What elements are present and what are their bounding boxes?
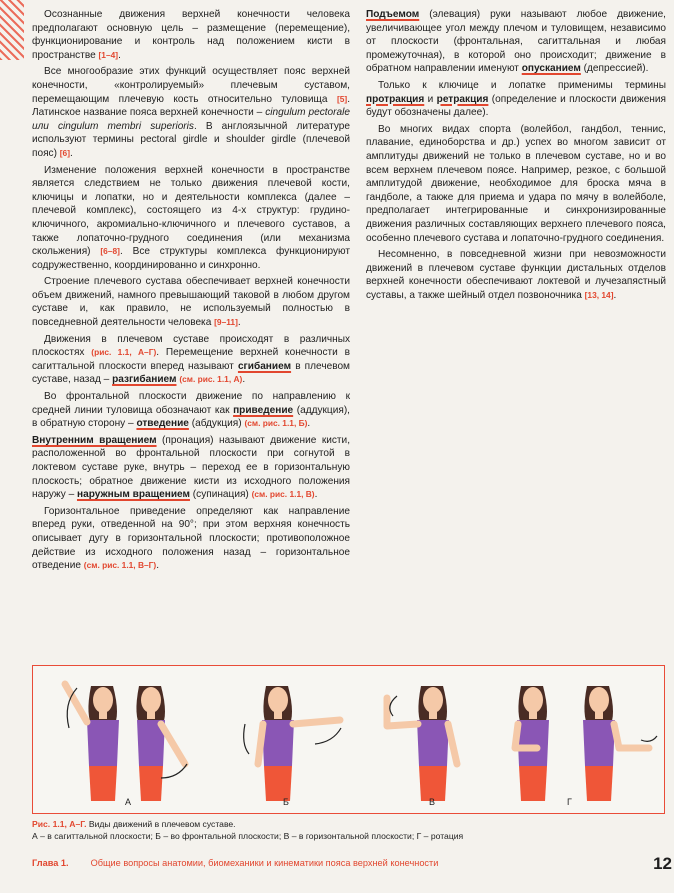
corner-decoration (0, 0, 24, 60)
page-footer (32, 854, 672, 873)
reference-citation: (рис. 1.1, А–Г) (91, 347, 157, 358)
figure-label-a: А (125, 797, 132, 807)
reference-citation: (см. рис. 1.1, В–Г) (83, 560, 157, 571)
text-run: . (118, 49, 121, 61)
right-paragraph (366, 248, 666, 302)
left-paragraph (32, 164, 350, 273)
key-term: Внутренним вращением (32, 434, 157, 446)
caption-title-rest: Виды движений в плечевом суставе. (86, 819, 236, 829)
figure-label-b: Б (283, 797, 289, 807)
reference-citation: (см. рис. 1.1, В) (251, 489, 315, 500)
text-run: (пронация) называют движение кисти, расположенной во фронтальной плоскости при согнутой в локтевом суставе руке, внутрь – переход ее в горизонтальную плоскость; обратное движение кисти из исходного положения наружу – (32, 434, 350, 501)
text-run: в плечевом суставе, назад – (32, 360, 350, 386)
text-run: (аддукция), в обратную сторону – (32, 404, 350, 430)
text-run: . Перемещение верхней конечности в сагиттальной плоскости вперед называют (32, 347, 350, 372)
left-paragraph (32, 434, 350, 502)
text-run: Во многих видах спорта (волейбол, гандбол, теннис, плавание, единоборства и др.) успех во многом зависит от амплитуды движений не только в плечевом суставе, но и во всем верхнем плечевом поясе. Например, резкое, с большой амплитудой движение, необходимое для броска мяча в гандболе, а также для приема и удара по мячу в волейболе, предполагает интегрированные и синхронизированные движения различных составляющих верхнего плечевого пояса, особенно плечевого сустава и лопаточно-грудного соединения. (366, 123, 666, 244)
text-run: . В англоязычной литературе используют термины pectoral girdle и shoulder girdle (плечевой пояс) (32, 120, 350, 159)
right-paragraph (366, 79, 666, 120)
text-run: . (156, 560, 160, 572)
right-column (366, 8, 666, 305)
text-run: . (70, 147, 73, 159)
left-paragraph (32, 8, 350, 62)
figure-a-person-front (65, 684, 119, 801)
text-run: . (613, 289, 617, 301)
reference-citation: [6–8] (100, 246, 120, 257)
figure-a-person-side (136, 686, 185, 801)
left-paragraph (32, 65, 350, 160)
text-run: (определение и плоскости движения будут обозначены далее). (366, 93, 666, 119)
text-run: Движения в плечевом суставе происходят в различных плоскостях (32, 333, 350, 359)
text-run: Осознанные движения верхней конечности человека предполагают основную цель – размещение (перемещение), функционирование и контроль над положением кисти в пространстве (32, 9, 350, 61)
figure-b-person (258, 686, 340, 801)
key-term: сгибанием (237, 360, 292, 372)
reference-citation: [13, 14] (584, 289, 614, 300)
reference-citation: [9–11] (214, 317, 238, 328)
figure-d-person-1 (515, 686, 549, 801)
reference-citation: (см. рис. 1.1, А) (179, 374, 243, 385)
arrow-b1 (244, 724, 249, 754)
key-term: разгибанием (112, 374, 177, 386)
reference-citation: [6] (59, 147, 71, 158)
figure-caption (32, 818, 662, 842)
figure-d-person-2 (583, 686, 649, 801)
text-run: (элевация) руки называют любое движение, увеличивающее угол между плечом и туловищем, независимо от плоскости (фронтальная, сагиттальная и любая промежуточная), в которой оно происходит; движение в обратном направлении именуют (366, 9, 666, 75)
text-run: . (237, 317, 241, 329)
text-run: (супинация) (189, 489, 252, 501)
key-term: опусканием (521, 63, 581, 75)
left-paragraph (32, 390, 350, 431)
text-run: . Все структуры комплекса функционируют содружественно, координированно и синхронно. (32, 246, 351, 271)
text-run: . (314, 489, 318, 501)
key-term: ретракция (436, 93, 489, 105)
text-run: (абдукция) (188, 418, 245, 430)
arrow-d1 (641, 736, 657, 741)
reference-citation: [1–4] (98, 49, 119, 60)
arrow-c1 (390, 696, 397, 716)
text-run: (депрессией). (580, 63, 649, 75)
text-run: и (424, 93, 437, 105)
caption-title: Рис. 1.1, А–Г. (32, 819, 87, 829)
left-paragraph (32, 333, 350, 387)
latin-term: cingulum pectorale или cingulum membri superioris (32, 107, 350, 132)
caption-legend: А – в сагиттальной плоскости; Б – во фронтальной плоскости; В – в горизонтальной плоскости; Г – ротация (32, 831, 464, 841)
text-run: . Латинское название пояса верхней конечности – (32, 93, 350, 119)
arrow-b2 (315, 728, 341, 744)
figure-label-c: В (429, 797, 436, 807)
key-term: отведение (136, 418, 189, 430)
figure-frame (32, 665, 665, 814)
key-term: наружным вращением (76, 489, 190, 501)
text-run: Во фронтальной плоскости движение по направлению к средней линии туловища обозначают как (32, 391, 350, 416)
key-term: протракция (366, 93, 425, 105)
figure-c-person (387, 686, 457, 801)
chapter-title: Общие вопросы анатомии, биомеханики и кинематики пояса верхней конечности (90, 858, 439, 868)
left-paragraph (32, 505, 350, 573)
right-paragraph (366, 8, 666, 76)
text-run: Несомненно, в повседневной жизни при невозможности движений в плечевом суставе функции дистальных отделов верхней конечности обеспечивают локтевой и лучезапястный суставы, а также шейный отдел позвоночника (366, 249, 666, 301)
text-run: Все многообразие этих функций осуществляет пояс верхней конечности, «контролируемый» плечевым суставом, перемещающим плечевую кость относительно туловища (32, 66, 350, 105)
key-term: Подъемом (366, 9, 420, 20)
figure-illustration (33, 666, 666, 815)
text-run: Горизонтальное приведение определяют как направление вперед руки, отведенной на 90°; при этом верхняя конечность описывает дугу в горизонтальной плоскости; противоположное действие из исходного положения назад – горизонтальное отведение (32, 505, 350, 572)
left-paragraph (32, 275, 350, 329)
text-run: Только к ключице и лопатке применимы термины (378, 79, 666, 91)
key-term: приведение (233, 404, 294, 416)
right-paragraph (366, 123, 666, 245)
text-run: Изменение положения верхней конечности в пространстве является следствием не только движения плечевой кости, ключицы и лопатки, но и деятельности комплекса (далее – плечевой комплекс), состоящего из 4-х структур: грудино-ключичного, акромиально-ключичного и плечевого суставов, а также лопаточно-грудного соединения (или механизма скольжения) (32, 164, 350, 258)
reference-citation: [5] (336, 93, 348, 104)
text-run: Строение плечевого сустава обеспечивает верхней конечности объем движений, намного превышающий таковой в любом другом суставе и, как правило, не используемый полностью в повседневной деятельности человека (32, 276, 350, 329)
text-run: . (307, 418, 311, 430)
text-run: . (242, 374, 246, 386)
chapter-label: Глава 1. (32, 858, 69, 868)
page-number: 12 (653, 854, 672, 873)
reference-citation: (см. рис. 1.1, Б) (244, 418, 308, 429)
left-column (32, 8, 350, 576)
figure-label-d: Г (567, 797, 572, 807)
